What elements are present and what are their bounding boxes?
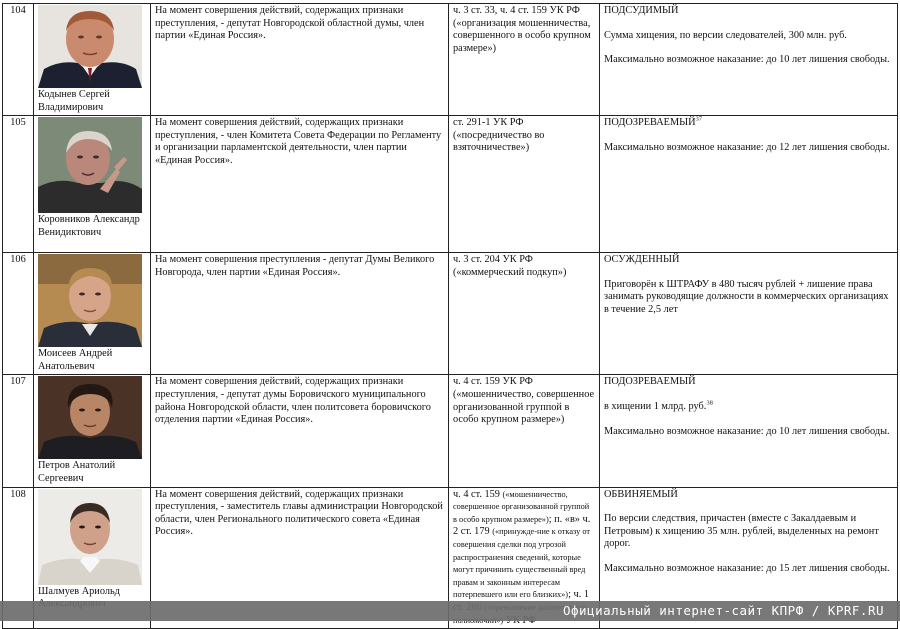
row-number: 105	[3, 116, 34, 253]
detail-text: Приговорён к ШТРАФУ в 480 тысяч рублей + лишение права занимать руководящие должности в коммерческих организациях в течение 2,5 лет	[604, 278, 889, 315]
article-text: ч. 4 ст. 159	[453, 488, 503, 500]
status-cell	[600, 116, 898, 253]
footnote-mark: 38	[706, 399, 713, 407]
detail-text: Максимально возможное наказание: до 12 лет лишения свободы.	[604, 141, 890, 153]
registry-table	[2, 3, 898, 629]
status-text: ПОДОЗРЕВАЕМЫЙ	[604, 117, 696, 129]
article-cell: ч. 4 ст. 159 УК РФ («мошенничество, совершенное организованной группой в особо крупном размере»)	[449, 375, 600, 487]
role-cell: На момент совершения действий, содержащих признаки преступления, - заместитель главы администрации Новгородской области, член Регионального политического совета «Единая Россия».	[151, 487, 449, 629]
detail-text: По версии следствия, причастен (вместе с Закалдаевым и Петровым) к хищению 35 млн. рублей, выделенных на ремонт дорог.	[604, 513, 879, 550]
table-row	[3, 116, 898, 253]
status-label	[604, 117, 893, 130]
table-row	[3, 375, 898, 487]
article-cell: ч. 3 ст. 204 УК РФ («коммерческий подкуп»)	[449, 253, 600, 375]
article-text: ; ч. 1	[568, 589, 589, 601]
person-photo	[38, 376, 142, 459]
person-name: Моисеев Андрей Анатольевич	[38, 348, 113, 372]
row-number: 104	[3, 4, 34, 116]
role-cell: На момент совершения действий, содержащих признаки преступления, - член Комитета Совета Федерации по Регламенту и организации парламентской деятельности, член партии «Единая Россия».	[151, 116, 449, 253]
status-label: ОБВИНЯЕМЫЙ	[604, 488, 678, 500]
amount-text	[604, 401, 893, 414]
row-number: 106	[3, 253, 34, 375]
article-text: ; п. «в» ч. 2 ст. 179	[453, 513, 591, 538]
person-photo	[38, 489, 142, 585]
article-cell: ст. 291-1 УК РФ («посредничество во взяточничестве»)	[449, 116, 600, 253]
person-photo	[38, 254, 142, 347]
person-cell	[34, 116, 151, 253]
amount-value: в хищении 1 млрд. руб.	[604, 400, 707, 412]
status-cell	[600, 4, 898, 116]
status-cell	[600, 375, 898, 487]
detail-text: Максимально возможное наказание: до 10 лет лишения свободы.	[604, 425, 890, 437]
status-label: ОСУЖДЕННЫЙ	[604, 254, 680, 266]
article-note: («мошенничество, совершенное организованной группой в особо крупном размере»)	[453, 489, 590, 524]
row-number: 107	[3, 375, 34, 487]
person-name: Шалмуев Ариольд	[38, 585, 120, 597]
person-cell	[34, 253, 151, 375]
watermark-footer: Официальный интернет-сайт КПРФ / KPRF.RU	[0, 601, 900, 621]
table-row	[3, 4, 898, 116]
footnote-mark: 37	[695, 115, 703, 123]
table-row	[3, 253, 898, 375]
detail-text: Максимально возможное наказание: до 15 лет лишения свободы.	[604, 562, 890, 574]
person-photo	[38, 5, 142, 88]
role-cell: На момент совершения преступления - депутат Думы Великого Новгорода, член партии «Единая Россия».	[151, 253, 449, 375]
article-note: («принужде-ние к отказу от совершения сделки под угрозой распространения сведений, которые могут причинить существенный вред правам и законным интересам потерпевшего или его близких»)	[453, 527, 590, 600]
person-name: Коровников Александр Венидиктович	[38, 214, 140, 238]
article-cell: ч. 3 ст. 33, ч. 4 ст. 159 УК РФ («организация мошенничества, совершенного в особо крупном размере»)	[449, 4, 600, 116]
person-name: Кодынев Сергей Владимирович	[38, 89, 110, 113]
status-label: ПОДОЗРЕВАЕМЫЙ	[604, 376, 696, 388]
detail-text: Сумма хищения, по версии следователей, 300 млн. руб.	[604, 29, 847, 41]
person-cell	[34, 4, 151, 116]
role-cell: На момент совершения действий, содержащих признаки преступления, - депутат Новгородской областной думы, член партии «Единая Россия».	[151, 4, 449, 116]
detail-text: Максимально возможное наказание: до 10 лет лишения свободы.	[604, 54, 890, 66]
status-label: ПОДСУДИМЫЙ	[604, 5, 679, 16]
status-cell	[600, 253, 898, 375]
row-number: 108	[3, 487, 34, 629]
role-cell: На момент совершения действий, содержащих признаки преступления, - депутат думы Боровичского муниципального района Новгородской области, член политсовета боровичского отделения партии «Единая Россия».	[151, 375, 449, 487]
person-name: Петров Анатолий Сергеевич	[38, 460, 116, 484]
person-photo	[38, 117, 142, 213]
person-cell	[34, 375, 151, 487]
